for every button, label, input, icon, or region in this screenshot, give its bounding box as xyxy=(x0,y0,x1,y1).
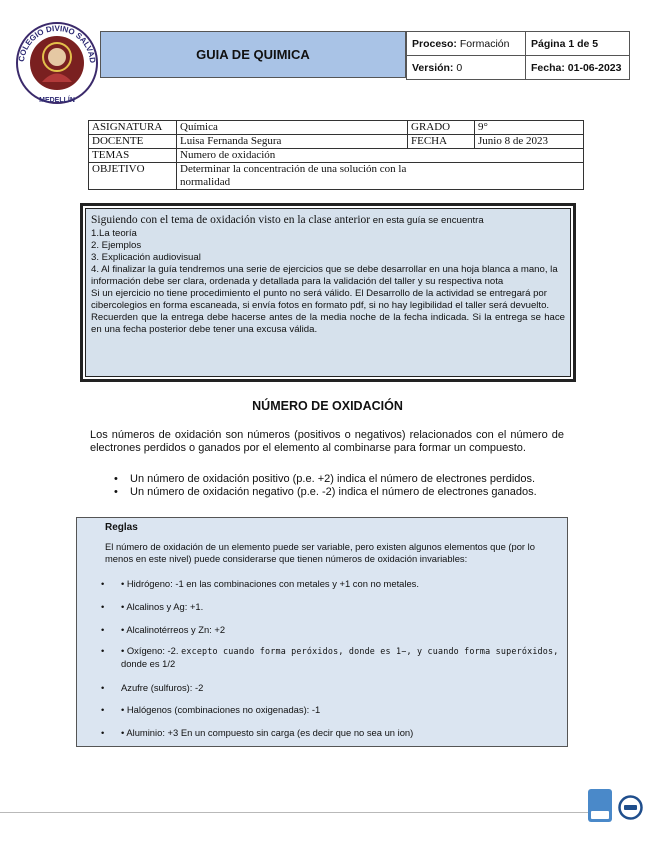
grado-label: GRADO xyxy=(408,121,475,135)
rule-item: • • Aluminio: +3 En un compuesto sin carga (es decir que no sea un ion) xyxy=(101,727,414,738)
version-value: 0 xyxy=(456,61,463,74)
instruction-paragraph: Si un ejercicio no tiene procedimiento el punto no será válido. El Desarrollo de la actividad se entregará por cibercolegios en forma escaneada, si envía fotos en formato pdf, si no hay legibilidad el taller será devuelto. xyxy=(91,288,550,311)
temas-value: Numero de oxidación xyxy=(177,149,584,163)
fecha-label: Fecha: xyxy=(531,61,565,74)
quality-seal-icon xyxy=(618,795,643,820)
objetivo-label: OBJETIVO xyxy=(89,163,177,190)
pagina: Página 1 de 5 xyxy=(526,32,630,56)
instruction-paragraph: Recuerden que la entrega debe hacerse antes de la media noche de la fecha indicada. Si la entrega se hace en una fecha posterior debe tener una excusa válida. xyxy=(91,312,565,335)
rule-item: • • Halógenos (combinaciones no oxigenadas): -1 xyxy=(101,704,321,715)
asignatura-label: ASIGNATURA xyxy=(89,121,177,135)
temas-label: TEMAS xyxy=(89,149,177,163)
svg-text:COLEGIO DIVINO SALVADOR: COLEGIO DIVINO SALVAD xyxy=(17,23,98,64)
svg-text:MEDELLÍN: MEDELLÍN xyxy=(39,97,75,104)
list-item: • Un número de oxidación positivo (p.e. +2) indica el número de electrones perdidos. xyxy=(110,473,564,486)
instructions-lead: Siguiendo con el tema de oxidación visto en la clase anterior en esta guía se encuentra xyxy=(91,214,484,226)
rule-item: • • Hidrógeno: -1 en las combinaciones con metales y +1 con no metales. xyxy=(101,578,419,589)
docente-label: DOCENTE xyxy=(89,135,177,149)
instruction-item: 1.La teoría xyxy=(91,228,137,239)
section-intro: Los números de oxidación son números (positivos o negativos) relacionados con el número de electrones perdidos o ganados por el elemento al combinarse para formar un compuesto. xyxy=(90,429,564,454)
version-label: Versión: xyxy=(412,61,454,74)
bullet-list xyxy=(110,473,564,498)
document-title: GUIA DE QUIMICA xyxy=(100,31,406,78)
school-logo xyxy=(14,20,100,106)
list-item: • Un número de oxidación negativo (p.e. -2) indica el número de electrones ganados. xyxy=(110,486,564,499)
instruction-item: 4. Al finalizar la guía tendremos una serie de ejercicios que se debe desarrollar en una hoja blanca a mano, la información debe ser clara, ordenada y detallada para la validación del taller y su respectiva nota xyxy=(91,264,558,287)
reglas-box xyxy=(76,517,568,747)
document-meta xyxy=(406,31,630,80)
fecha-value: 01-06-2023 xyxy=(567,61,622,74)
certification-badge-icon xyxy=(588,789,612,822)
proceso-label: Proceso: xyxy=(412,37,457,50)
fecha-info-value: Junio 8 de 2023 xyxy=(475,135,584,149)
instruction-item: 2. Ejemplos xyxy=(91,240,142,251)
footer-divider xyxy=(0,812,610,813)
reglas-title: Reglas xyxy=(105,522,138,533)
rule-item: • • Oxígeno: -2. excepto cuando forma peróxidos, donde es 1−, y cuando forma superóxidos, donde es 1/2 xyxy=(101,645,559,669)
instruction-item: 3. Explicación audiovisual xyxy=(91,252,201,263)
rule-item: • • Alcalinotérreos y Zn: +2 xyxy=(101,624,226,635)
info-table xyxy=(88,120,584,190)
instructions-box xyxy=(80,203,576,382)
asignatura-value: Química xyxy=(177,121,408,135)
rule-item: • • Alcalinos y Ag: +1. xyxy=(101,601,204,612)
rule-item: • Azufre (sulfuros): -2 xyxy=(101,682,204,693)
proceso-value: Formación xyxy=(459,37,510,50)
reglas-paragraph: El número de oxidación de un elemento puede ser variable, pero existen algunos elementos que (por lo menos en este nivel) puede considerarse que tienen números de oxidación invariables: xyxy=(105,541,535,564)
docente-value: Luisa Fernanda Segura xyxy=(177,135,408,149)
section-title: NÚMERO DE OXIDACIÓN xyxy=(252,399,403,413)
fecha-info-label: FECHA xyxy=(408,135,475,149)
grado-value: 9° xyxy=(475,121,584,135)
objetivo-value: Determinar la concentración de una solución con la normalidad xyxy=(177,163,584,190)
